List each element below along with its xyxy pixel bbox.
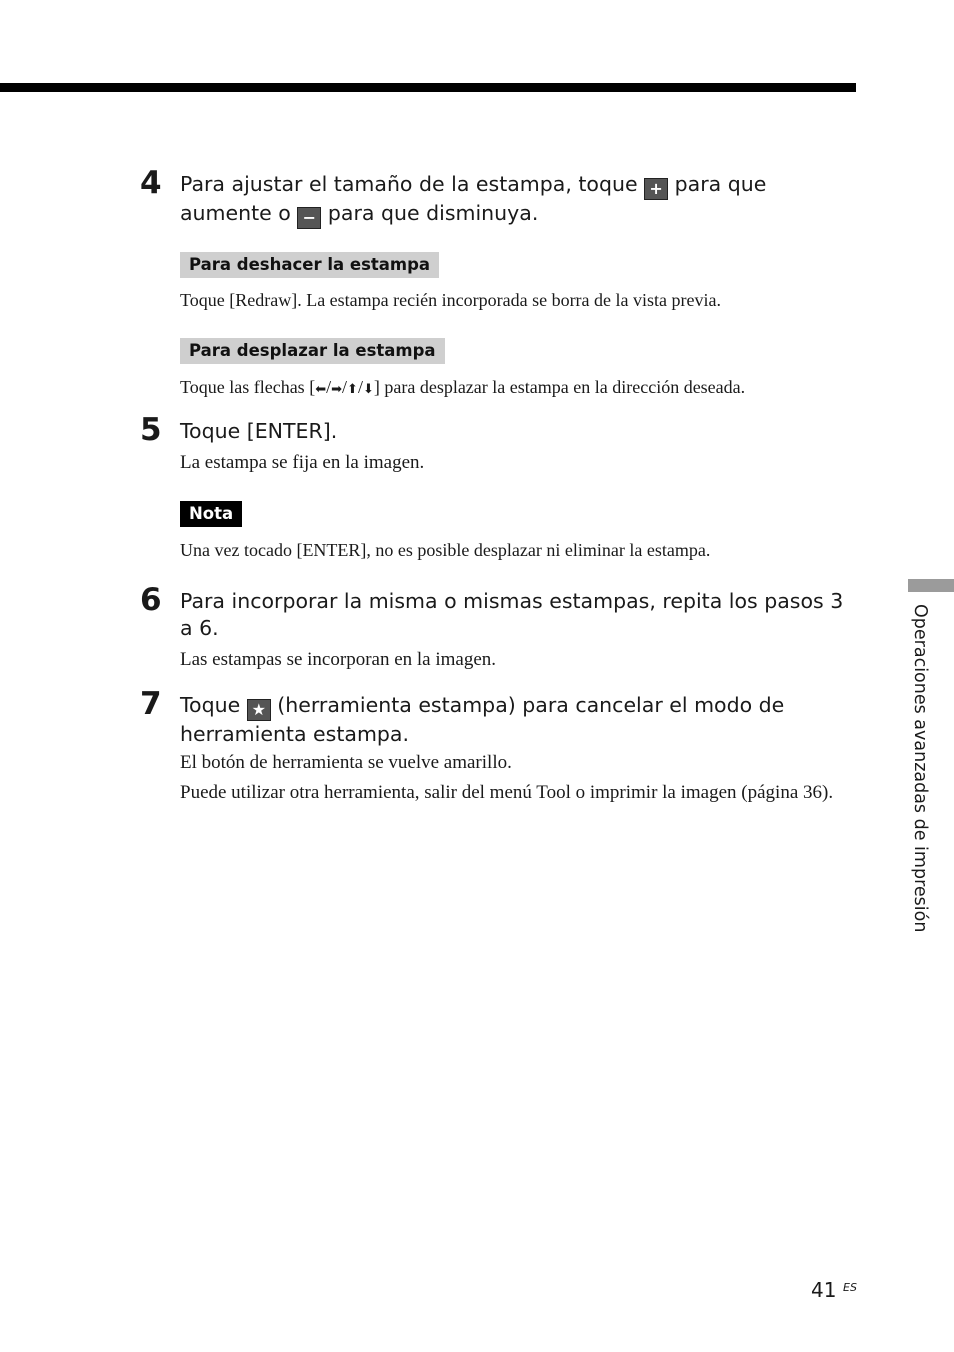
side-section-label: Operaciones avanzadas de impresión (910, 604, 930, 933)
step-6-body: Las estampas se incorporan en la imagen. (180, 649, 497, 670)
language-code: ES (843, 1281, 857, 1294)
move-text-b: ] para desplazar la estampa en la dirección deseada. (373, 377, 746, 397)
arrow-left-icon: ⬅ (315, 382, 327, 397)
star-stamp-icon: ★ (247, 699, 271, 721)
separator: / (357, 377, 363, 397)
note-text: Una vez tocado [ENTER], no es posible desplazar ni eliminar la estampa. (180, 540, 711, 560)
plus-icon: + (644, 178, 668, 200)
step-4-text-a: Para ajustar el tamaño de la estampa, toque (180, 172, 638, 196)
step-4-text-b: para que aumente o (180, 172, 767, 225)
arrow-right-icon: ➡ (331, 382, 343, 397)
step-7-body-2: Puede utilizar otra herramienta, salir del menú Tool o imprimir la imagen (página 36). (180, 782, 834, 803)
step-6-heading: Para incorporar la misma o mismas estampas, repita los pasos 3 a 6. (180, 589, 844, 640)
page-number: 41 (811, 1278, 837, 1302)
minus-icon: − (297, 207, 321, 229)
move-stamp-label: Para desplazar la estampa (180, 338, 445, 364)
side-tab-marker (908, 579, 954, 592)
step-number-7: 7 (140, 686, 162, 722)
move-text-a: Toque las flechas [ (180, 377, 316, 397)
step-4-text-c: para que disminuya. (327, 201, 539, 225)
undo-stamp-text: Toque [Redraw]. La estampa recién incorporada se borra de la vista previa. (180, 290, 721, 310)
step-5-body: La estampa se fija en la imagen. (180, 452, 425, 473)
arrow-down-icon: ⬇ (362, 382, 374, 397)
separator: / (326, 377, 332, 397)
note-label: Nota (180, 501, 242, 527)
step-5-heading: Toque [ENTER]. (180, 419, 338, 443)
undo-stamp-label: Para deshacer la estampa (180, 252, 439, 278)
step-7-body-1: El botón de herramienta se vuelve amarillo. (180, 752, 512, 773)
top-rule (0, 83, 856, 92)
move-stamp-text (180, 374, 856, 403)
step-number-6: 6 (140, 582, 162, 618)
step-number-5: 5 (140, 412, 162, 448)
separator: / (342, 377, 348, 397)
step-7-heading (180, 692, 856, 748)
arrow-up-icon: ⬆ (347, 382, 358, 397)
step-7-text-b: (herramienta estampa) para cancelar el modo de herramienta estampa. (180, 693, 785, 746)
step-4-heading (180, 171, 856, 229)
step-number-4: 4 (140, 165, 162, 201)
step-7-text-a: Toque (180, 693, 241, 717)
